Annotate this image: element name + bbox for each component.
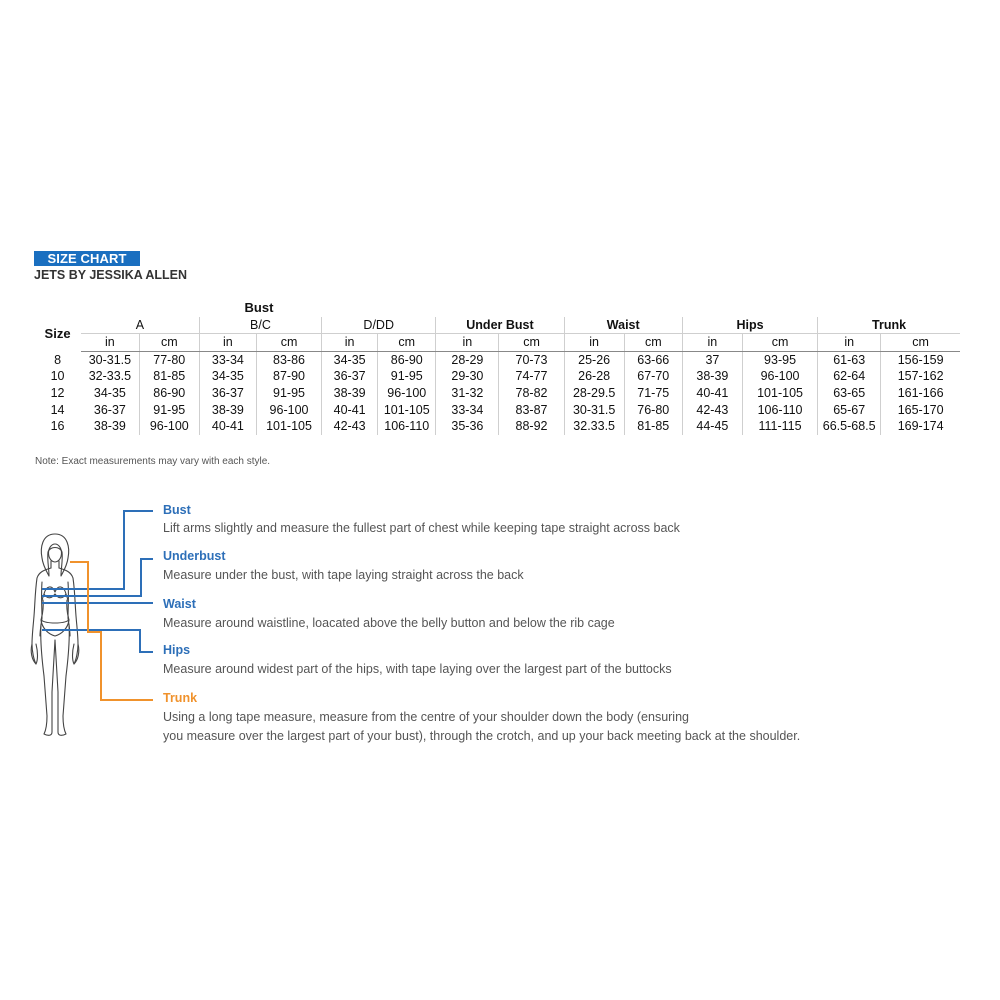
table-cell: 35-36 [436, 418, 499, 435]
bust-guide-text: Lift arms slightly and measure the fullest part of chest while keeping tape straight across back [163, 521, 680, 535]
table-cell: 40-41 [322, 401, 378, 418]
hips-leader-line [42, 630, 153, 652]
table-cell: 83-87 [499, 401, 564, 418]
table-cell: 101-105 [742, 385, 817, 402]
table-cell: 101-105 [378, 401, 436, 418]
table-cell: 63-66 [624, 351, 682, 368]
unit-header: in [564, 334, 624, 352]
table-cell: 34-35 [93, 386, 126, 401]
table-cell: 101-105 [256, 418, 321, 435]
unit-header: in [436, 334, 499, 352]
size-cell: 14 [50, 402, 65, 417]
table-cell: 36-37 [93, 402, 126, 417]
table-cell: 42-43 [682, 401, 742, 418]
table-cell: 29-30 [436, 368, 499, 385]
size-chart-badge: SIZE CHART [34, 251, 140, 266]
table-cell: 91-95 [139, 401, 199, 418]
unit-header: cm [378, 334, 436, 352]
table-cell: 165-170 [881, 401, 960, 418]
table-cell: 38-39 [93, 419, 126, 434]
unit-header: in [322, 334, 378, 352]
table-cell: 28-29.5 [564, 385, 624, 402]
table-cell: 74-77 [499, 368, 564, 385]
group-header: B/C [199, 317, 321, 334]
table-cell: 40-41 [682, 385, 742, 402]
table-cell: 70-73 [499, 351, 564, 368]
underbust-guide-text: Measure under the bust, with tape laying straight across the back [163, 568, 524, 582]
table-cell: 31-32 [436, 385, 499, 402]
table-cell: 30-31.5 [564, 401, 624, 418]
unit-header: cm [742, 334, 817, 352]
table-cell: 38-39 [682, 368, 742, 385]
group-header: D/DD [322, 317, 436, 334]
table-cell: 157-162 [881, 368, 960, 385]
table-cell: 63-65 [818, 385, 881, 402]
underbust-guide-title: Underbust [163, 549, 226, 563]
table-cell: 87-90 [256, 368, 321, 385]
hips-guide-text: Measure around widest part of the hips, with tape laying over the largest part of the buttocks [163, 662, 672, 676]
table-cell: 37 [682, 351, 742, 368]
unit-header: in [199, 334, 256, 352]
table-cell: 62-64 [818, 368, 881, 385]
unit-header: in [818, 334, 881, 352]
table-cell: 81-85 [624, 418, 682, 435]
table-cell: 71-75 [624, 385, 682, 402]
group-header: Trunk [818, 317, 960, 334]
table-cell: 66.5-68.5 [818, 418, 881, 435]
table-cell: 78-82 [499, 385, 564, 402]
measurement-note: Note: Exact measurements may vary with each style. [35, 456, 271, 467]
size-cell: 12 [50, 386, 65, 401]
size-cell: 10 [50, 369, 65, 384]
table-cell: 28-29 [436, 351, 499, 368]
group-header: A [81, 317, 199, 334]
trunk-guide-title: Trunk [163, 691, 198, 705]
group-header: Under Bust [436, 317, 564, 334]
hips-guide-title: Hips [163, 643, 191, 657]
table-cell: 106-110 [378, 418, 436, 435]
table-cell: 38-39 [199, 401, 256, 418]
table-cell: 88-92 [499, 418, 564, 435]
table-cell: 96-100 [256, 401, 321, 418]
table-cell: 67-70 [624, 368, 682, 385]
female-body-outline-icon [31, 534, 79, 735]
unit-header: cm [624, 334, 682, 352]
unit-header: cm [139, 334, 199, 352]
table-cell: 77-80 [139, 351, 199, 368]
waist-guide-text: Measure around waistline, loacated above the belly button and below the rib cage [163, 616, 615, 630]
table-cell: 91-95 [378, 368, 436, 385]
table-cell: 33-34 [436, 401, 499, 418]
table-cell: 161-166 [881, 385, 960, 402]
table-cell: 86-90 [139, 385, 199, 402]
table-cell: 111-115 [742, 418, 817, 435]
table-cell: 36-37 [199, 385, 256, 402]
trunk-guide-text-line-2: you measure over the largest part of your bust), through the crotch, and up your back meeting back at the shoulder. [163, 729, 801, 743]
unit-header: cm [881, 334, 960, 352]
table-cell: 106-110 [742, 401, 817, 418]
waist-guide-title: Waist [163, 597, 196, 611]
brand-title: JETS BY JESSIKA ALLEN [34, 268, 188, 282]
unit-header: in [682, 334, 742, 352]
table-cell: 76-80 [624, 401, 682, 418]
table-cell: 34-35 [199, 368, 256, 385]
table-cell: 65-67 [818, 401, 881, 418]
table-cell: 25-26 [564, 351, 624, 368]
bust-group-heading: Bust [244, 300, 274, 315]
table-cell: 33-34 [199, 351, 256, 368]
table-cell: 86-90 [378, 351, 436, 368]
table-cell: 42-43 [322, 418, 378, 435]
unit-header: cm [499, 334, 564, 352]
table-cell: 91-95 [256, 385, 321, 402]
table-cell: 61-63 [818, 351, 881, 368]
table-cell: 40-41 [199, 418, 256, 435]
table-cell: 96-100 [139, 418, 199, 435]
table-cell: 156-159 [881, 351, 960, 368]
bust-leader-line [42, 511, 153, 589]
table-cell: 30-31.5 [88, 352, 132, 367]
trunk-guide-text-line-1: Using a long tape measure, measure from the centre of your shoulder down the body (ensuring [163, 710, 689, 724]
size-header: Size [44, 326, 71, 342]
unit-header: cm [256, 334, 321, 352]
group-header: Hips [682, 317, 817, 334]
table-cell: 96-100 [742, 368, 817, 385]
group-header: Waist [564, 317, 682, 334]
table-cell: 36-37 [322, 368, 378, 385]
table-cell: 32.33.5 [564, 418, 624, 435]
size-cell: 16 [50, 419, 65, 434]
unit-header: in [81, 334, 139, 352]
table-cell: 34-35 [322, 351, 378, 368]
table-cell: 32-33.5 [88, 369, 132, 384]
table-cell: 38-39 [322, 385, 378, 402]
table-cell: 96-100 [378, 385, 436, 402]
table-cell: 83-86 [256, 351, 321, 368]
table-cell: 93-95 [742, 351, 817, 368]
bust-guide-title: Bust [163, 503, 191, 517]
table-cell: 44-45 [682, 418, 742, 435]
size-cell: 8 [54, 352, 62, 367]
table-cell: 81-85 [139, 368, 199, 385]
table-cell: 26-28 [564, 368, 624, 385]
table-cell: 169-174 [881, 418, 960, 435]
